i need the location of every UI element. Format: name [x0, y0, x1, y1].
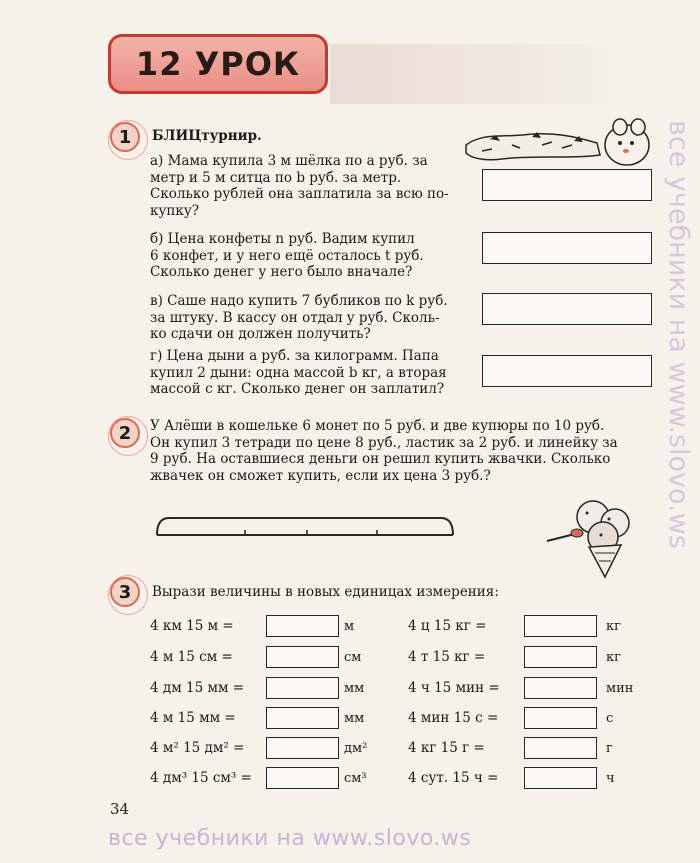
conversion-expr-left-3: 4 дм 15 мм =	[150, 680, 245, 696]
conversion-input-right-1[interactable]	[524, 615, 597, 637]
conversion-unit-right-4: с	[606, 711, 614, 726]
task1-item-a: а) Мама купила 3 м шёлка по a руб. за метр и 5 м ситца по b руб. за метр. Сколько рублей она заплатила за всю по- купку?	[150, 153, 449, 219]
answer-box-a[interactable]	[482, 169, 652, 201]
conversion-input-left-6[interactable]	[266, 767, 339, 789]
task1-item-g: г) Цена дыни a руб. за килограмм. Папа купил 2 дыни: одна массой b кг, а вторая массой c кг. Сколько денег он заплатил?	[150, 348, 447, 397]
conversion-expr-right-2: 4 т 15 кг =	[408, 649, 486, 665]
conversion-unit-right-6: ч	[606, 771, 615, 786]
conversion-unit-left-5: дм²	[344, 741, 368, 756]
conversion-expr-right-4: 4 мин 15 с =	[408, 710, 499, 726]
answer-box-b[interactable]	[482, 232, 652, 264]
conversion-unit-left-3: мм	[344, 681, 365, 696]
task-number-1: 1	[110, 122, 140, 152]
conversion-unit-right-3: мин	[606, 681, 634, 696]
conversion-input-right-2[interactable]	[524, 646, 597, 668]
conversion-input-right-6[interactable]	[524, 767, 597, 789]
conversion-unit-left-1: м	[344, 619, 355, 634]
task3-heading: Вырази величины в новых единицах измерения:	[152, 584, 499, 600]
task1-heading: БЛИЦтурнир.	[152, 128, 262, 144]
conversion-input-left-5[interactable]	[266, 737, 339, 759]
task-number-3: 3	[110, 577, 140, 607]
conversion-unit-right-5: г	[606, 741, 613, 756]
conversion-input-left-1[interactable]	[266, 615, 339, 637]
conversion-expr-left-4: 4 м 15 мм =	[150, 710, 236, 726]
ice-cream-illustration	[545, 495, 645, 580]
slipper-illustration	[462, 115, 662, 173]
conversion-expr-left-1: 4 км 15 м =	[150, 618, 234, 634]
conversion-expr-left-5: 4 м² 15 дм² =	[150, 740, 245, 756]
answer-box-g[interactable]	[482, 355, 652, 387]
task1-item-b: б) Цена конфеты n руб. Вадим купил 6 конфет, и у него ещё осталось t руб. Сколько денег у него было вначале?	[150, 231, 424, 280]
conversion-unit-left-2: см	[344, 650, 362, 665]
conversion-expr-right-1: 4 ц 15 кг =	[408, 618, 487, 634]
lesson-badge	[108, 34, 328, 94]
task2-text: У Алёши в кошельке 6 монет по 5 руб. и две купюры по 10 руб. Он купил 3 тетради по цене 8 руб., ластик за 2 руб. и линейку за 9 руб. На оставшиеся деньги он решил купить жвачки. Сколько жвачек он сможет купить, если их цена 3 руб.?	[150, 418, 618, 484]
conversion-expr-right-3: 4 ч 15 мин =	[408, 680, 500, 696]
conversion-unit-left-4: мм	[344, 711, 365, 726]
header-strip	[330, 44, 655, 104]
conversion-unit-right-2: кг	[606, 650, 621, 665]
conversion-input-right-5[interactable]	[524, 737, 597, 759]
lesson-title: 12 УРОК	[135, 45, 301, 83]
answer-box-v[interactable]	[482, 293, 652, 325]
watermark-bottom: все учебники на www.slovo.ws	[108, 826, 472, 851]
task-number-2: 2	[110, 418, 140, 448]
segment-line	[155, 510, 455, 536]
task1-item-v: в) Саше надо купить 7 бубликов по k руб. за штуку. В кассу он отдал y руб. Сколь- ко сдачи он должен получить?	[150, 293, 448, 342]
watermark-side: все учебники на www.slovo.ws	[663, 120, 694, 549]
conversion-expr-right-5: 4 кг 15 г =	[408, 740, 485, 756]
conversion-unit-left-6: см³	[344, 771, 367, 786]
conversion-expr-left-6: 4 дм³ 15 см³ =	[150, 770, 252, 786]
conversion-expr-right-6: 4 сут. 15 ч =	[408, 770, 499, 786]
conversion-input-left-3[interactable]	[266, 677, 339, 699]
conversion-input-left-4[interactable]	[266, 707, 339, 729]
page-number: 34	[110, 800, 130, 818]
conversion-unit-right-1: кг	[606, 619, 621, 634]
conversion-input-right-4[interactable]	[524, 707, 597, 729]
conversion-input-right-3[interactable]	[524, 677, 597, 699]
conversion-expr-left-2: 4 м 15 см =	[150, 649, 233, 665]
conversion-input-left-2[interactable]	[266, 646, 339, 668]
